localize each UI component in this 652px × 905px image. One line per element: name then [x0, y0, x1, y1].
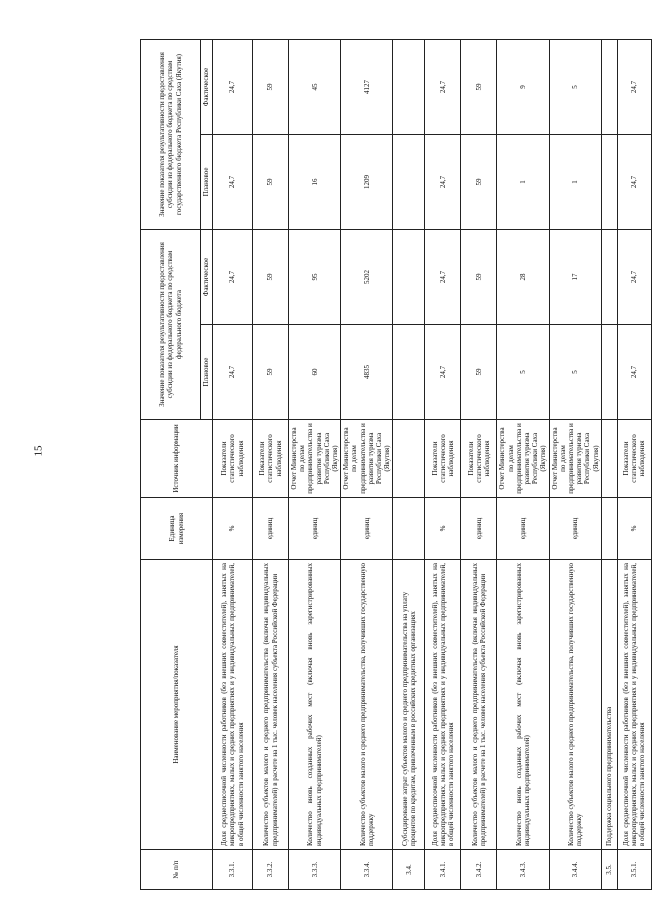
header-federal-group: Значение показателя результативности предоставления субсидии из федерального бюджета по средствам федерального бюджета: [141, 229, 201, 419]
table-row: [617, 39, 651, 889]
row-federal-fact: [393, 229, 425, 324]
header-republic-plan: Плановое: [201, 134, 213, 229]
header-source: Источник информации: [141, 420, 213, 498]
row-number: 3.3.4.: [341, 850, 393, 890]
row-federal-plan: 59: [461, 325, 497, 420]
row-number: 3.5.1.: [617, 850, 651, 890]
row-republic-plan: 16: [289, 134, 341, 229]
row-name: Количество субъектов малого и среднего предпринимательства (включая индивидуальных предпринимателей) в расчете на 1 тыс. человек населения субъекта Российской Федерации: [461, 560, 497, 850]
row-republic-fact: [601, 39, 617, 134]
row-source: Отчет Министерства по делам предпринимательства и развития туризма Республики Саха (Якутия): [497, 420, 549, 498]
row-number: 3.4.4.: [549, 850, 601, 890]
row-republic-fact: 4127: [341, 39, 393, 134]
row-source: Показатели статистического наблюдения: [617, 420, 651, 498]
row-number: 3.3.1.: [213, 850, 253, 890]
row-name: Доля среднесписочной численности работников (без внешних совместителей), занятых на микропредприятиях, малых и средних предприятиях и у индивидуальных предпринимателей, в общей численности занятого населения: [617, 560, 651, 850]
row-republic-fact: 59: [253, 39, 289, 134]
row-number: 3.4.3.: [497, 850, 549, 890]
row-federal-plan: 24,7: [213, 325, 253, 420]
row-federal-fact: [601, 229, 617, 324]
row-source: Отчет Министерства по делам предпринимательства и развития туризма Республики Саха (Якутия): [289, 420, 341, 498]
table-row: [289, 39, 341, 889]
row-republic-plan: 24,7: [213, 134, 253, 229]
row-republic-fact: 59: [461, 39, 497, 134]
row-name: Доля среднесписочной численности работников (без внешних совместителей), занятых на микропредприятиях, малых и средних предприятиях и у индивидуальных предпринимателей, в общей численности занятого населения: [213, 560, 253, 850]
table-row: [253, 39, 289, 889]
row-unit: единиц: [549, 498, 601, 560]
row-federal-fact: 24,7: [617, 229, 651, 324]
row-source: Показатели статистического наблюдения: [253, 420, 289, 498]
row-unit: [393, 498, 425, 560]
row-republic-fact: 24,7: [425, 39, 461, 134]
row-unit: единиц: [497, 498, 549, 560]
row-federal-plan: 24,7: [617, 325, 651, 420]
row-name: Доля среднесписочной численности работников (без внешних совместителей), занятых на микропредприятиях, малых и средних предприятиях и у индивидуальных предпринимателей, в общей численности занятого населения: [425, 560, 461, 850]
row-republic-plan: 1209: [341, 134, 393, 229]
row-republic-plan: [601, 134, 617, 229]
rotated-table-wrapper: [140, 40, 647, 890]
row-republic-fact: 9: [497, 39, 549, 134]
row-unit: %: [213, 498, 253, 560]
row-republic-fact: [393, 39, 425, 134]
row-federal-fact: 5202: [341, 229, 393, 324]
row-republic-fact: 45: [289, 39, 341, 134]
row-unit: единиц: [289, 498, 341, 560]
table-body: [213, 39, 652, 889]
row-source: Отчет Министерства по делам предпринимательства и развития туризма Республики Саха (Якутия): [341, 420, 393, 498]
row-republic-fact: 24,7: [617, 39, 651, 134]
row-republic-plan: 24,7: [425, 134, 461, 229]
row-source: Показатели статистического наблюдения: [213, 420, 253, 498]
row-name: Субсидирование затрат субъектов малого и среднего предпринимательства на уплату процентов по кредитам, привлеченным в российских кредитных организациях: [393, 560, 425, 850]
header-republic-fact: Фактическое: [201, 39, 213, 134]
header-federal-plan: Плановое: [201, 325, 213, 420]
row-federal-fact: 95: [289, 229, 341, 324]
indicators-table: [140, 39, 652, 890]
row-name: Количество субъектов малого и среднего предпринимательства, получивших государственную поддержку: [549, 560, 601, 850]
table-row: [497, 39, 549, 889]
row-number: 3.4.: [393, 850, 425, 890]
row-number: 3.3.2.: [253, 850, 289, 890]
row-name: Количество вновь созданных рабочих мест (включая вновь зарегистрированных индивидуальных предпринимателей): [289, 560, 341, 850]
row-republic-plan: [393, 134, 425, 229]
row-federal-plan: 5: [549, 325, 601, 420]
table-row: [393, 39, 425, 889]
row-unit: единиц: [461, 498, 497, 560]
row-number: 3.4.1.: [425, 850, 461, 890]
row-source: Отчет Министерства по делам предпринимательства и развития туризма Республики Саха (Якутия): [549, 420, 601, 498]
header-name: Наименование мероприятия/показателя: [141, 560, 213, 850]
table-row: [549, 39, 601, 889]
row-federal-plan: 60: [289, 325, 341, 420]
row-number: 3.4.2.: [461, 850, 497, 890]
header-republic-group: Значение показателя результативности предоставления субсидии из федерального бюджета по средствам государственного бюджета Республики Саха (Якутия): [141, 39, 201, 229]
rotated-table-area: [140, 40, 647, 890]
table-row: [601, 39, 617, 889]
row-number: 3.3.3.: [289, 850, 341, 890]
row-republic-fact: 5: [549, 39, 601, 134]
table-row: [461, 39, 497, 889]
row-name: Поддержка социального предпринимательства: [601, 560, 617, 850]
row-republic-plan: 59: [253, 134, 289, 229]
header-unit: Единица измерения: [141, 498, 213, 560]
row-source: [393, 420, 425, 498]
row-republic-fact: 24,7: [213, 39, 253, 134]
row-unit: единиц: [253, 498, 289, 560]
row-number: 3.5.: [601, 850, 617, 890]
page-number: 15: [32, 445, 45, 457]
row-federal-fact: 17: [549, 229, 601, 324]
row-source: Показатели статистического наблюдения: [461, 420, 497, 498]
row-federal-plan: 59: [253, 325, 289, 420]
row-name: Количество субъектов малого и среднего предпринимательства (включая индивидуальных предпринимателей) в расчете на 1 тыс. человек населения субъекта Российской Федерации: [253, 560, 289, 850]
row-republic-plan: 1: [497, 134, 549, 229]
row-federal-fact: 24,7: [425, 229, 461, 324]
row-federal-plan: [393, 325, 425, 420]
row-federal-fact: 28: [497, 229, 549, 324]
row-name: Количество субъектов малого и среднего предпринимательства, получивших государственную поддержку: [341, 560, 393, 850]
row-federal-fact: 59: [253, 229, 289, 324]
table-row: [425, 39, 461, 889]
row-federal-plan: 5: [497, 325, 549, 420]
row-federal-fact: 59: [461, 229, 497, 324]
row-federal-plan: 4835: [341, 325, 393, 420]
header-federal-fact: Фактическое: [201, 229, 213, 324]
row-federal-fact: 24,7: [213, 229, 253, 324]
table-row: [213, 39, 253, 889]
table-row: [341, 39, 393, 889]
row-name: Количество вновь созданных рабочих мест (включая вновь зарегистрированных индивидуальных предпринимателей): [497, 560, 549, 850]
row-unit: [601, 498, 617, 560]
row-source: Показатели статистического наблюдения: [425, 420, 461, 498]
row-republic-plan: 59: [461, 134, 497, 229]
row-federal-plan: [601, 325, 617, 420]
row-federal-plan: 24,7: [425, 325, 461, 420]
row-unit: %: [425, 498, 461, 560]
row-unit: единиц: [341, 498, 393, 560]
row-unit: %: [617, 498, 651, 560]
row-republic-plan: 24,7: [617, 134, 651, 229]
row-republic-plan: 1: [549, 134, 601, 229]
header-num: № п/п: [141, 850, 213, 890]
row-source: [601, 420, 617, 498]
